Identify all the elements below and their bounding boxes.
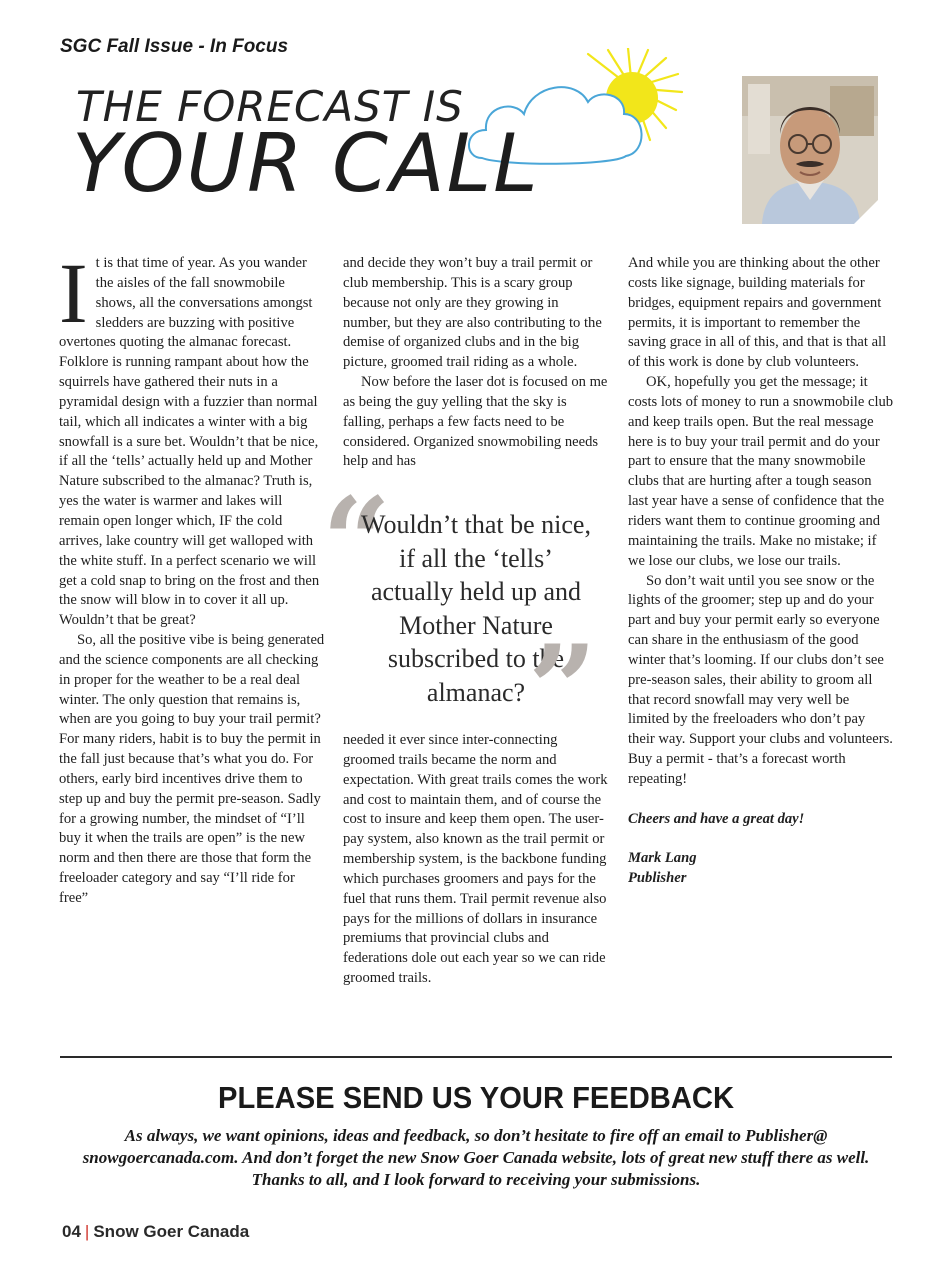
feedback-title: PLEASE SEND US YOUR FEEDBACK [218,1080,734,1115]
section-label: SGC Fall Issue - In Focus [60,36,289,57]
article-paragraph: and decide they won’t buy a trail permit or club membership. This is a scary group because not only are they growing in number, but they are also contributing to the demise of organized clubs and in the big picture, groomed trail riding as a whole. [343,255,602,371]
article-column-1 [59,245,325,909]
article-column-2-top [343,254,609,472]
page-footer [62,1222,249,1242]
author-name: Mark Lang [628,850,697,867]
article-paragraph: And while you are thinking about the other costs like signage, building materials for bridges, equipment repairs and government permits, it is important to remember the saving grace in all of this, and that is that all of this work is done by club volunteers. [628,255,887,371]
footer-separator: | [84,1222,90,1241]
section-divider [60,1056,892,1058]
article-column-2-bottom [343,731,609,989]
publisher-portrait [742,76,878,224]
publication-name: Snow Goer Canada [93,1222,250,1241]
page-number: 04 [62,1222,81,1241]
paragraph-text: t is that time of year. As you wander the aisles of the fall snowmobile shows, all the conversations amongst sledders are buzzing with positive overtones quoting the almanac forecast. Folklore is running rampant about how the squirrels have gathered their nuts in a pyramidal design with a fuzzier than normal tail, which all indicates a winter with a big snowfall is a sure bet. Wouldn’t that be nice, if all the ‘tells’ actually held up and Mother Nature subscribed to the almanac? Truth is, yes the water is warmer and lakes will remain open longer which, IF the cold arrives, lake country will get walloped with the white stuff. In a perfect scenario we will get a cold snap to bring on the frost and then the snow will blow in to cover it all up. Wouldn’t that be great? [59,255,320,629]
article-paragraph: Now before the laser dot is focused on me as being the guy yelling that the sky is falling, perhaps a few facts need to be considered. Organized snowmobiling needs help and has [343,374,608,470]
article-paragraph: So don’t wait until you see snow or the lights of the groomer; step up and do your part and buy your permit early so everyone can share in the enthusiasm of the good winter that’s looming. If our clubs don’t see pre-season sales, their ability to groom all that record snowfall may very well be limited by the freeloaders who don’t pay their way. Support your clubs and volunteers. Buy a permit - that’s a forecast worth repeating! [628,572,893,787]
drop-cap: I [59,245,88,341]
article-paragraph: OK, hopefully you get the message; it costs lots of money to run a snowmobile club and keep trails open. But the real message here is to buy your trail permit and do your part to ensure that the many snowmobile clubs that are hurting after a tough season last year have a sense of confidence that the riders want them to continue grooming and maintaining the trails. Make no mistake; if we lose our clubs, we lose our trails. [628,374,894,569]
article-paragraph: So, all the positive vibe is being generated and the science components are all checking in proper for the weather to be a real deal winter. The only question that remains is, when are you going to buy your trail permit? For many riders, habit is to buy the permit in the fall just because that’s what you do. For others, early bird incentives drive them to step up and buy the permit pre-season. Sadly for a growing number, the mindset of “I’ll buy it when the trails are open” is the new norm and then there are those that form the freeloader category and say “I’ll ride for free” [59,632,325,906]
feedback-body: As always, we want opinions, ideas and feedback, so don’t hesitate to fire off an email to Publisher@ snowgoercanada.com. And don’t forget the new Snow Goer Canada website, lots of great new stuff there as well. Thanks to all, and I look forward to receiving your submissions. [82,1126,870,1189]
closing-line: Cheers and have a great day! [628,810,805,827]
article-column-3 [628,254,894,889]
title-line-1: THE FORECAST IS [76,82,464,131]
article-paragraph: needed it ever since inter-connecting groomed trails became the norm and expectation. With great trails comes the work and cost to maintain them, and of course the cost to insure and keep them open. The user-pay system, also known as the trail permit or membership system, is the backbone funding which purchases groomers and pays for the fuel that runs them. Trail permit revenue also pays for the millions of dollars in insurance premiums that provincial clubs and federations dole out each year so we can ride groomed trails. [343,732,608,987]
open-quote-mark: “ [322,471,392,612]
pull-quote: Wouldn’t that be nice, if all the ‘tells’ actually held up and Mother Nature subscribed to the almanac? [361,510,591,707]
close-quote-mark: ” [528,619,598,760]
title-line-2: YOUR CALL [72,117,540,210]
author-title: Publisher [628,870,687,887]
article-paragraph [59,245,325,631]
